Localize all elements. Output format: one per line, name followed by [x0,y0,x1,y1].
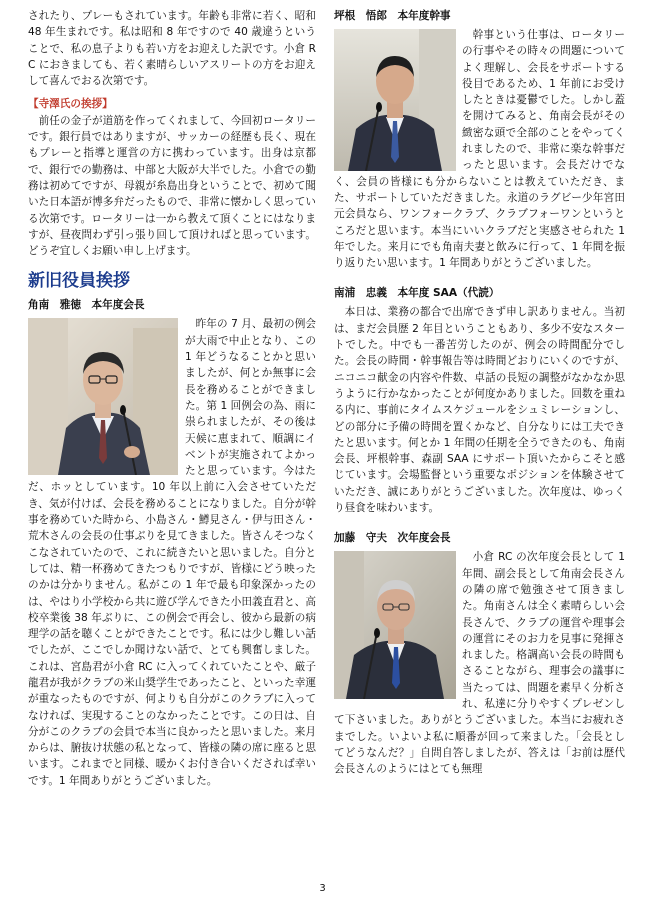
tsubone-paragraph: 幹事という仕事は、ロータリーの行事やその時々の問題についてよく理解し、会長をサポートする役目であるため、1 年前にお受けしたときは憂鬱でした。しかし蓋を開けてみると、角南会長がその緻密な頭で全部のことをやってくれましたので、非常に楽な幹事だったと思います。会長だけでなく、会員の皆様にも分からないことは教えていただき、また、サポートしていただきました。永道のラグビー少年宮田元会員なら、ワンフォークラブ、クラブフォーワンというところだと思います。本当にいいクラブだと実感させられた 1 年でした。来月にでも角南夫妻と飲みに行って、1 年間を振り返りたい思います。1 年間ありがとうございました。 [334,29,625,270]
photo-kato [334,551,456,699]
left-column [28,8,316,789]
photo-kakuminami [28,318,178,475]
minamiura-paragraph: 本日は、業務の都合で出席できず申し訳ありません。当初は、まだ会員歴 2 年目ということもあり、多少不安なスタートでした。中でも一番苦労したのが、例会の時間配分でした。会長の時間・幹事報告等は時間どおりにいくのですが、ニコニコ献金の内容や件数、卓話の長短の調整がなかなか思うように行かなかったことが何度かありました。回数を重ねる内に、事前にタイムスケジュールをシュミレーションし、どの部分に予備の時間を置くかなど、自分なりには工夫できたと思います。何とか 1 年間の任期を全うできたのも、角南会長、坪根幹事、森副 SAA にサポート頂いたからこそと感じています。会場監督という重要なポジションを体験させていただき、誠にありがとうございました。次年度は、ゆっくり昼食を味わいます。 [334,306,625,515]
kato-paragraph: 小倉 RC の次年度会長として 1 年間、副会長として角南会長さんの隣の席で勉強させて頂きました。角南さんは全く素晴らしい会長さんで、クラブの運営や理事会の運営にそのお力を見事に発揮されました。格調高い会長の時間もさることながら、理事会の議事に当たっては、問題を素早く分析され、私達に分りやすくプレゼンして下さいました。ありがとうございました。本当にお疲れさまでした。いよいよ私に順番が回って来ました。「会長としてどうなんだ？」自問自答しましたが、答えは「お前は歴代会長さんのようにはとても無理 [334,551,625,776]
speaker-kato: 加藤 守夫 次年度会長 [334,532,451,545]
kato-block [334,530,625,777]
photo-tsubone [334,29,456,171]
tsubone-block [334,8,625,271]
intro-paragraph: されたり、プレーもされています。年齢も非常に若く、昭和 48 年生まれです。私は昭和 8 年ですので 40 歳違うということで、私の息子よりも若い方をお迎えした訳です。小倉 RC におきましても、若く素晴らしいアスリートの方をお迎えして喜んでおる次第です。 [28,10,316,88]
speaker-kakuminami: 角南 雅徳 本年度会長 [28,299,145,312]
kakuminami-block [28,316,316,789]
minamiura-block [334,285,625,516]
speaker-minamiura: 南浦 忠義 本年度 SAA（代読） [334,287,500,300]
terasawa-paragraph: 前任の金子が道筋を作ってくれまして、今回初ロータリーです。銀行員ではありますが、サッカーの経歴も長く、現在もプレーと指導と運営の方に携わっています。出身は京都で、銀行での勤務は、中部と大阪が大半でした。小倉での勤務は初めてですが、母親が糸島出身ということで、初めて聞いた日本語が博多弁だったもので、非常に懐かしく思っている次第です。ロータリーは一から教えて頂くことにはなりますが、昼夜問わず引っ張り回して頂ければと思っています。どうぞ宜しくお願い申し上げます。 [28,114,316,258]
terasawa-heading: 【寺澤氏の挨拶】 [28,98,113,111]
right-column [334,8,625,791]
speaker-tsubone: 坪根 悟郎 本年度幹事 [334,10,451,22]
kakuminami-paragraph: 昨年の 7 月、最初の例会が大雨で中止となり、この 1 年どうなることかと思いましたが、何とか無事に会長を務めることができました。第 1 回例会の為、雨に祟られましたが、その後は天候に恵まれて、順調にイベントが実施されてよかったと思っています。今はただ、ホッとしています。10 年以上前に入会させていただき、気が付けば、会長を務めることになりました。自分が幹事を務めていた時から、小島さん・鱒見さん・伊与田さん・荒木さんの会長の仕事ぶりを見てきました。皆さんそつなくこなされていたので、これに続きたいと思いました。自分としては、精一杯務めてきたつもりですが、皆様にどう映ったのかは分かりません。私がこの 1 年で最も印象深かったのは、やはり小学校から共に遊び学んできた小田義直君と、高校卒業後 38 年ぶりに、この例会で再会し、彼から最新の病理学の話を聴くことができたことです。私には少し難しい話でしたが、ここでしか聞けない話で、とても興奮しました。これは、宮島君が小倉 RC に入ってくれていたことや、厳子龍君が我がクラブの米山奨学生であったこと、といった幸運が重なったものですが、何よりも自分がこのクラブに入ってなければ、実現することのなかったことです。この日は、自分がこのクラブの会員で本当に良かったと思いました。来月からは、腑抜け状態の私となって、皆様の隣の席に座ると思います。これまでと同様、暖かくお付き合いくだされば幸いです。1 年間ありがとうございました。 [28,318,316,787]
page-number: 3 [319,883,326,894]
section-title: 新旧役員挨拶 [28,271,130,292]
